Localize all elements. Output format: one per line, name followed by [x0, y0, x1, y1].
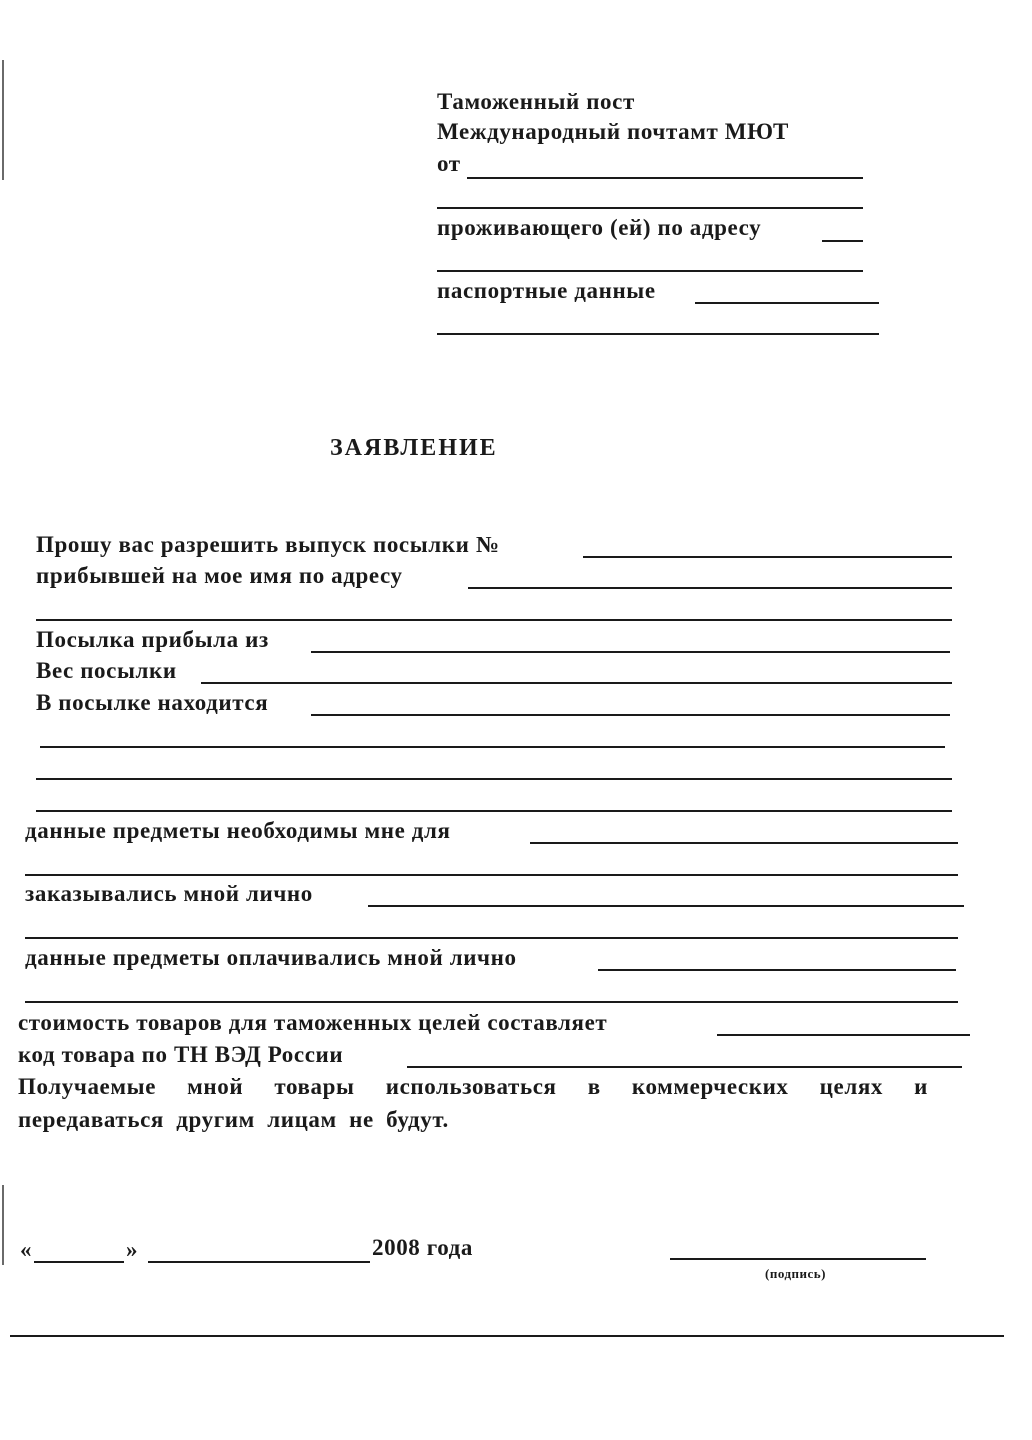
statement-line-2: передаваться другим лицам не будут. — [18, 1107, 449, 1132]
document-title: ЗАЯВЛЕНИЕ — [330, 435, 498, 461]
date-quote-open: « — [20, 1237, 33, 1262]
passport-field-extra[interactable] — [437, 333, 879, 335]
arrived-from-field[interactable] — [311, 651, 950, 653]
paid-field-extra[interactable] — [25, 1001, 958, 1003]
passport-field[interactable] — [695, 302, 879, 304]
arrived-address-field-extra[interactable] — [36, 619, 952, 621]
paid-label: данные предметы оплачивались мной лично — [25, 945, 517, 970]
paid-field[interactable] — [598, 969, 956, 971]
date-month-field[interactable] — [148, 1261, 370, 1263]
statement-line-1: Получаемые мной товары использоваться в коммерческих целях и — [18, 1074, 928, 1099]
needed-for-field-extra[interactable] — [25, 874, 958, 876]
tn-ved-label: код товара по ТН ВЭД России — [18, 1042, 344, 1067]
address-field-extra[interactable] — [437, 270, 863, 272]
signature-field[interactable] — [670, 1258, 926, 1260]
bottom-rule — [10, 1335, 1004, 1337]
customs-value-field[interactable] — [717, 1034, 970, 1036]
parcel-request-label: Прошу вас разрешить выпуск посылки № — [36, 532, 500, 557]
needed-for-field[interactable] — [530, 842, 958, 844]
customs-post-label: Таможенный пост — [437, 89, 635, 114]
contents-field-extra-2[interactable] — [36, 778, 952, 780]
arrived-address-field[interactable] — [468, 587, 952, 589]
from-label: от — [437, 151, 461, 176]
contents-field[interactable] — [311, 714, 950, 716]
ordered-field[interactable] — [368, 905, 964, 907]
tn-ved-field[interactable] — [407, 1066, 962, 1068]
signature-caption: (подпись) — [765, 1266, 826, 1281]
needed-for-label: данные предметы необходимы мне для — [25, 818, 451, 843]
from-field-extra[interactable] — [437, 207, 863, 209]
date-day-field[interactable] — [34, 1261, 124, 1263]
passport-label: паспортные данные — [437, 278, 656, 303]
weight-label: Вес посылки — [36, 658, 177, 683]
weight-field[interactable] — [201, 682, 952, 684]
ordered-field-extra[interactable] — [25, 937, 958, 939]
post-office-label: Международный почтамт МЮТ — [437, 119, 789, 144]
contents-field-extra-1[interactable] — [40, 746, 945, 748]
arrived-from-label: Посылка прибыла из — [36, 627, 269, 652]
address-label: проживающего (ей) по адресу — [437, 215, 762, 240]
address-field[interactable] — [822, 240, 863, 242]
date-quote-close: » — [126, 1237, 139, 1262]
from-field[interactable] — [467, 177, 863, 179]
scan-edge-top — [2, 60, 4, 180]
scan-edge-bottom — [2, 1185, 4, 1265]
contents-field-extra-3[interactable] — [36, 810, 952, 812]
date-year: 2008 года — [372, 1235, 473, 1260]
customs-value-label: стоимость товаров для таможенных целей составляет — [18, 1010, 608, 1035]
parcel-number-field[interactable] — [583, 556, 952, 558]
contents-label: В посылке находится — [36, 690, 269, 715]
arrived-address-label: прибывшей на мое имя по адресу — [36, 563, 403, 588]
ordered-label: заказывались мной лично — [25, 881, 313, 906]
